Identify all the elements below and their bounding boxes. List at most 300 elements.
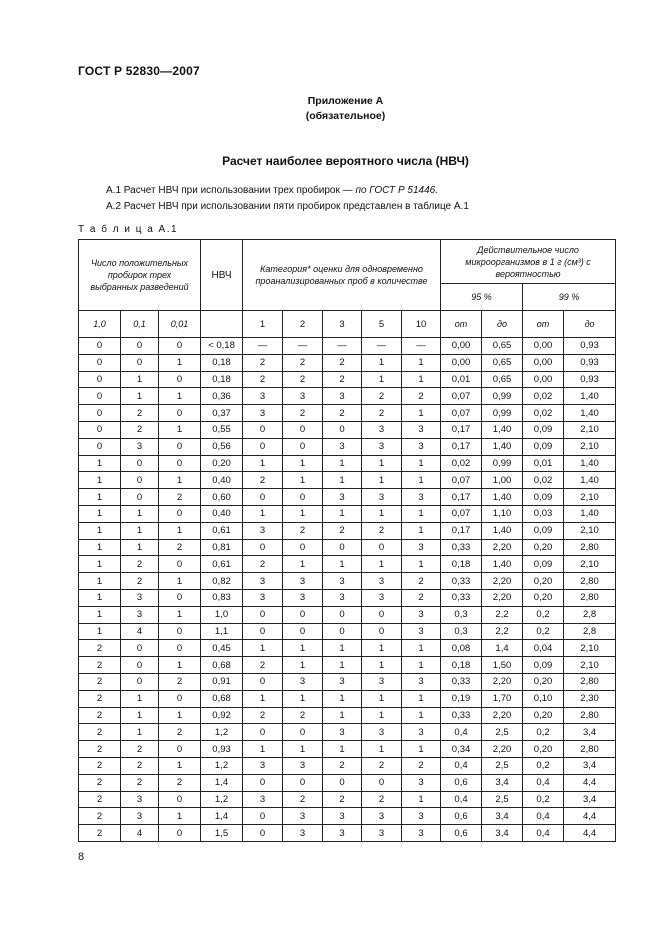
table-cell: 3 bbox=[121, 589, 159, 606]
table-row bbox=[79, 455, 616, 472]
table-cell: 0 bbox=[283, 623, 323, 640]
table-cell: 0,17 bbox=[441, 438, 482, 455]
table-row bbox=[79, 791, 616, 808]
table-cell: 2 bbox=[402, 573, 441, 590]
table-row bbox=[79, 338, 616, 355]
table-cell: 2 bbox=[283, 371, 323, 388]
table-cell: 2 bbox=[402, 589, 441, 606]
table-cell: 0 bbox=[79, 405, 121, 422]
table-cell: 3 bbox=[323, 573, 362, 590]
table-cell: 0,09 bbox=[523, 489, 564, 506]
table-cell: 2,80 bbox=[564, 573, 616, 590]
table-cell: 0 bbox=[159, 455, 201, 472]
table-cell: 3 bbox=[402, 774, 441, 791]
table-cell: 1,4 bbox=[201, 774, 243, 791]
table-cell: 1 bbox=[243, 690, 283, 707]
table-cell: 1 bbox=[79, 623, 121, 640]
paragraph-a2: А.2 Расчет НВЧ при использовании пяти пробирок представлен в таблице А.1 bbox=[106, 201, 469, 212]
table-cell: 0,99 bbox=[482, 388, 523, 405]
table-cell: 2 bbox=[323, 522, 362, 539]
table-cell: 1 bbox=[79, 606, 121, 623]
table-cell: 0 bbox=[323, 623, 362, 640]
table-cell: 1 bbox=[362, 640, 402, 657]
table-cell: 1,1 bbox=[201, 623, 243, 640]
table-cell: 0,4 bbox=[523, 808, 564, 825]
table-cell: 2,10 bbox=[564, 489, 616, 506]
table-cell: 1,40 bbox=[564, 472, 616, 489]
table-cell: 1,2 bbox=[201, 724, 243, 741]
table-cell: 1 bbox=[362, 707, 402, 724]
table-cell: — bbox=[283, 338, 323, 355]
table-cell: 0,02 bbox=[523, 472, 564, 489]
table-cell: 0,3 bbox=[441, 623, 482, 640]
table-cell: 1,40 bbox=[482, 489, 523, 506]
table-cell: 2 bbox=[79, 791, 121, 808]
table-cell: 2,20 bbox=[482, 741, 523, 758]
table-row bbox=[79, 438, 616, 455]
subheader-from-95: от bbox=[441, 311, 482, 338]
section-title: Расчет наиболее вероятного числа (НВЧ) bbox=[222, 154, 469, 168]
table-cell: 2 bbox=[121, 741, 159, 758]
table-cell: 1 bbox=[402, 640, 441, 657]
table-cell: 1 bbox=[283, 741, 323, 758]
table-cell: 0 bbox=[283, 421, 323, 438]
table-cell: 0,33 bbox=[441, 573, 482, 590]
table-cell: 1 bbox=[362, 556, 402, 573]
table-row bbox=[79, 489, 616, 506]
table-cell: 2 bbox=[79, 673, 121, 690]
table-cell: 0 bbox=[121, 657, 159, 674]
table-cell: 1 bbox=[323, 640, 362, 657]
table-cell: 2 bbox=[79, 808, 121, 825]
subheader-to-95: до bbox=[482, 311, 523, 338]
table-cell: 0 bbox=[159, 589, 201, 606]
table-cell: 0,17 bbox=[441, 489, 482, 506]
table-cell: 3,4 bbox=[482, 774, 523, 791]
table-cell: 1 bbox=[402, 371, 441, 388]
table-cell: 4,4 bbox=[564, 808, 616, 825]
table-cell: 0,20 bbox=[523, 741, 564, 758]
table-cell: 1 bbox=[159, 522, 201, 539]
table-cell: 0,83 bbox=[201, 589, 243, 606]
table-cell: 3 bbox=[402, 724, 441, 741]
table-cell: 3 bbox=[362, 724, 402, 741]
table-cell: 1,4 bbox=[201, 808, 243, 825]
table-cell: 0,4 bbox=[441, 724, 482, 741]
table-cell: 0 bbox=[323, 606, 362, 623]
table-cell: 3 bbox=[362, 421, 402, 438]
table-cell: 2 bbox=[283, 707, 323, 724]
table-cell: 0 bbox=[79, 438, 121, 455]
table-cell: 2,30 bbox=[564, 690, 616, 707]
table-cell: 2 bbox=[323, 405, 362, 422]
table-cell: 0,07 bbox=[441, 405, 482, 422]
header-category: Категория* оценки для одновременно проанализированных проб в количестве bbox=[243, 240, 441, 311]
table-cell: 0 bbox=[121, 354, 159, 371]
table-cell: 3 bbox=[362, 489, 402, 506]
table-cell: 0,2 bbox=[523, 724, 564, 741]
table-cell: 1 bbox=[283, 640, 323, 657]
table-cell: 0 bbox=[79, 338, 121, 355]
table-cell: 2 bbox=[159, 774, 201, 791]
subheader-category-3: 3 bbox=[323, 311, 362, 338]
table-row bbox=[79, 405, 616, 422]
table-cell: 0 bbox=[243, 623, 283, 640]
table-cell: 1 bbox=[79, 455, 121, 472]
table-cell: 3 bbox=[362, 573, 402, 590]
table-cell: 0,00 bbox=[523, 371, 564, 388]
table-cell: 2 bbox=[79, 657, 121, 674]
table-cell: 0,04 bbox=[523, 640, 564, 657]
table-cell: 3 bbox=[323, 673, 362, 690]
standard-reference: по ГОСТ Р 51446. bbox=[355, 185, 438, 196]
table-cell: 1 bbox=[243, 640, 283, 657]
table-cell: 3,4 bbox=[564, 791, 616, 808]
table-cell: 0 bbox=[283, 606, 323, 623]
table-cell: 2,8 bbox=[564, 606, 616, 623]
table-cell: 3 bbox=[402, 623, 441, 640]
table-cell: 2,80 bbox=[564, 673, 616, 690]
table-cell: — bbox=[362, 338, 402, 355]
table-cell: 0,10 bbox=[523, 690, 564, 707]
table-cell: 0,20 bbox=[523, 539, 564, 556]
table-cell: 1,40 bbox=[482, 556, 523, 573]
table-cell: 3 bbox=[323, 388, 362, 405]
table-cell: 0,2 bbox=[523, 606, 564, 623]
table-cell: 1 bbox=[159, 421, 201, 438]
table-cell: 3 bbox=[402, 606, 441, 623]
table-cell: 1 bbox=[402, 405, 441, 422]
table-cell: 1,50 bbox=[482, 657, 523, 674]
table-cell: 0,93 bbox=[564, 371, 616, 388]
subheader-dilution-001: 0,01 bbox=[159, 311, 201, 338]
table-cell: 4 bbox=[121, 623, 159, 640]
table-cell: 3 bbox=[402, 808, 441, 825]
table-cell: 1,40 bbox=[482, 438, 523, 455]
table-cell: 1,00 bbox=[482, 472, 523, 489]
table-cell: 1 bbox=[323, 455, 362, 472]
table-cell: 0 bbox=[79, 388, 121, 405]
subheader-dilution-1: 1,0 bbox=[79, 311, 121, 338]
table-cell: 1,4 bbox=[482, 640, 523, 657]
table-row bbox=[79, 472, 616, 489]
table-row bbox=[79, 707, 616, 724]
table-cell: 2 bbox=[121, 421, 159, 438]
table-cell: 0,65 bbox=[482, 338, 523, 355]
table-cell: 0,00 bbox=[441, 338, 482, 355]
table-cell: 1,40 bbox=[564, 388, 616, 405]
table-cell: 0,2 bbox=[523, 757, 564, 774]
table-cell: 2,20 bbox=[482, 589, 523, 606]
table-cell: 0,99 bbox=[482, 405, 523, 422]
table-cell: 0,65 bbox=[482, 354, 523, 371]
table-cell: 0,33 bbox=[441, 673, 482, 690]
table-cell: 1 bbox=[323, 556, 362, 573]
table-row bbox=[79, 741, 616, 758]
table-cell: 0,6 bbox=[441, 825, 482, 842]
table-cell: 0,37 bbox=[201, 405, 243, 422]
table-row bbox=[79, 388, 616, 405]
table-cell: 0,18 bbox=[441, 556, 482, 573]
table-cell: 2 bbox=[79, 640, 121, 657]
table-cell: 2,10 bbox=[564, 421, 616, 438]
table-cell: 4,4 bbox=[564, 774, 616, 791]
table-cell: 2 bbox=[121, 405, 159, 422]
table-cell: 0 bbox=[283, 539, 323, 556]
table-cell: 1 bbox=[159, 354, 201, 371]
table-cell: 0 bbox=[243, 606, 283, 623]
table-cell: 2 bbox=[79, 757, 121, 774]
table-cell: 1 bbox=[402, 522, 441, 539]
table-cell: 1 bbox=[283, 455, 323, 472]
table-cell: 0,65 bbox=[482, 371, 523, 388]
table-cell: 0 bbox=[283, 724, 323, 741]
table-cell: 1 bbox=[159, 573, 201, 590]
table-cell: 0 bbox=[159, 338, 201, 355]
table-cell: 2 bbox=[243, 354, 283, 371]
table-cell: 0,60 bbox=[201, 489, 243, 506]
table-cell: 0 bbox=[243, 724, 283, 741]
table-cell: 1 bbox=[323, 707, 362, 724]
table-cell: 2,2 bbox=[482, 606, 523, 623]
table-cell: 3 bbox=[402, 438, 441, 455]
table-cell: 1 bbox=[121, 505, 159, 522]
table-row bbox=[79, 623, 616, 640]
table-cell: 0 bbox=[159, 741, 201, 758]
table-cell: 2,20 bbox=[482, 573, 523, 590]
table-cell: 1 bbox=[362, 354, 402, 371]
table-row bbox=[79, 371, 616, 388]
table-cell: 0,93 bbox=[564, 338, 616, 355]
table-cell: 3 bbox=[402, 539, 441, 556]
table-cell: 0 bbox=[243, 808, 283, 825]
table-cell: — bbox=[323, 338, 362, 355]
subheader-from-99: от bbox=[523, 311, 564, 338]
table-cell: 2 bbox=[121, 757, 159, 774]
table-cell: 0,99 bbox=[482, 455, 523, 472]
annex-title: Приложение А bbox=[307, 95, 384, 107]
table-cell: 1 bbox=[362, 741, 402, 758]
table-cell: 3 bbox=[323, 808, 362, 825]
table-row bbox=[79, 690, 616, 707]
table-cell: 2 bbox=[121, 573, 159, 590]
table-row bbox=[79, 774, 616, 791]
subheader-to-99: до bbox=[564, 311, 616, 338]
header-actual-number: Действительное число микроорганизмов в 1 г (см³) с вероятностью bbox=[441, 240, 616, 284]
table-cell: 0,17 bbox=[441, 522, 482, 539]
table-cell: 1 bbox=[121, 690, 159, 707]
table-cell: 0 bbox=[121, 472, 159, 489]
table-cell: 1 bbox=[402, 472, 441, 489]
table-cell: 2 bbox=[323, 371, 362, 388]
table-cell: 1 bbox=[79, 505, 121, 522]
table-cell: 3 bbox=[283, 825, 323, 842]
table-cell: 1 bbox=[362, 472, 402, 489]
table-row bbox=[79, 757, 616, 774]
table-cell: — bbox=[402, 338, 441, 355]
table-row bbox=[79, 640, 616, 657]
table-cell: 0,4 bbox=[441, 757, 482, 774]
table-cell: 0,40 bbox=[201, 505, 243, 522]
table-cell: < 0,18 bbox=[201, 338, 243, 355]
table-cell: 2,80 bbox=[564, 707, 616, 724]
table-cell: 1 bbox=[121, 522, 159, 539]
table-cell: 1,10 bbox=[482, 505, 523, 522]
table-cell: 3 bbox=[283, 388, 323, 405]
subheader-category-2: 2 bbox=[283, 311, 323, 338]
subheader-dilution-01: 0,1 bbox=[121, 311, 159, 338]
table-cell: 0 bbox=[283, 438, 323, 455]
table-cell: 0,33 bbox=[441, 589, 482, 606]
table-cell: 2 bbox=[243, 371, 283, 388]
table-cell: 2,2 bbox=[482, 623, 523, 640]
table-cell: 2 bbox=[362, 791, 402, 808]
table-cell: 3 bbox=[323, 589, 362, 606]
table-cell: 0,07 bbox=[441, 505, 482, 522]
table-cell: 1 bbox=[159, 707, 201, 724]
table-cell: 0 bbox=[159, 623, 201, 640]
table-cell: 0 bbox=[323, 774, 362, 791]
table-cell: 0,07 bbox=[441, 472, 482, 489]
table-cell: 0 bbox=[283, 489, 323, 506]
table-cell: 2 bbox=[323, 791, 362, 808]
table-cell: 2,80 bbox=[564, 539, 616, 556]
table-cell: 0,61 bbox=[201, 556, 243, 573]
table-cell: 0,4 bbox=[441, 791, 482, 808]
table-row bbox=[79, 573, 616, 590]
table-cell: 0 bbox=[159, 438, 201, 455]
table-cell: 0 bbox=[362, 774, 402, 791]
table-cell: 0,18 bbox=[201, 371, 243, 388]
table-cell: 2 bbox=[79, 707, 121, 724]
table-cell: 2 bbox=[283, 354, 323, 371]
table-cell: 0 bbox=[121, 489, 159, 506]
table-cell: 2,5 bbox=[482, 757, 523, 774]
table-cell: 0,2 bbox=[523, 623, 564, 640]
table-cell: 2 bbox=[402, 757, 441, 774]
table-cell: 1 bbox=[159, 657, 201, 674]
table-cell: 0 bbox=[79, 421, 121, 438]
table-cell: 0,09 bbox=[523, 421, 564, 438]
table-cell: 1 bbox=[283, 690, 323, 707]
table-cell: 1,70 bbox=[482, 690, 523, 707]
table-cell: 2 bbox=[121, 774, 159, 791]
table-cell: 3 bbox=[402, 825, 441, 842]
table-cell: 0,82 bbox=[201, 573, 243, 590]
table-row bbox=[79, 421, 616, 438]
header-positive-tubes: Число положительных пробирок трех выбранных разведений bbox=[79, 240, 201, 311]
table-cell: 0 bbox=[121, 338, 159, 355]
table-cell: 2 bbox=[121, 556, 159, 573]
subheader-category-5: 5 bbox=[362, 311, 402, 338]
table-cell: 1,2 bbox=[201, 791, 243, 808]
table-cell: 0,93 bbox=[564, 354, 616, 371]
table-cell: 1 bbox=[159, 808, 201, 825]
table-cell: 0,08 bbox=[441, 640, 482, 657]
table-cell: 1 bbox=[362, 505, 402, 522]
subheader-category-10: 10 bbox=[402, 311, 441, 338]
table-cell: 2 bbox=[323, 757, 362, 774]
table-cell: 0 bbox=[243, 489, 283, 506]
table-cell: 0,20 bbox=[201, 455, 243, 472]
table-cell: 1 bbox=[323, 505, 362, 522]
table-cell: 0,91 bbox=[201, 673, 243, 690]
table-cell: 1 bbox=[159, 757, 201, 774]
table-cell: 2,10 bbox=[564, 556, 616, 573]
table-cell: 1 bbox=[362, 690, 402, 707]
table-cell: 2 bbox=[283, 405, 323, 422]
table-cell: 1,40 bbox=[564, 455, 616, 472]
table-cell: 0,56 bbox=[201, 438, 243, 455]
table-row bbox=[79, 556, 616, 573]
table-cell: 2 bbox=[243, 657, 283, 674]
table-cell: 0,09 bbox=[523, 522, 564, 539]
table-row bbox=[79, 522, 616, 539]
table-cell: 2,10 bbox=[564, 640, 616, 657]
table-cell: 0,18 bbox=[441, 657, 482, 674]
table-cell: 0,19 bbox=[441, 690, 482, 707]
table-cell: 0 bbox=[362, 606, 402, 623]
table-cell: 3 bbox=[323, 438, 362, 455]
table-cell: 0 bbox=[243, 539, 283, 556]
table-cell: 3 bbox=[243, 522, 283, 539]
table-cell: 0 bbox=[121, 640, 159, 657]
table-cell: 2 bbox=[79, 774, 121, 791]
table-cell: 2 bbox=[159, 539, 201, 556]
table-cell: 2,8 bbox=[564, 623, 616, 640]
table-cell: 1,40 bbox=[482, 421, 523, 438]
table-cell: 0,61 bbox=[201, 522, 243, 539]
table-cell: 3 bbox=[402, 489, 441, 506]
table-cell: 0 bbox=[243, 673, 283, 690]
table-cell: 0 bbox=[159, 505, 201, 522]
table-cell: 0 bbox=[323, 539, 362, 556]
table-row bbox=[79, 354, 616, 371]
table-cell: 0 bbox=[323, 421, 362, 438]
table-cell: 3 bbox=[283, 673, 323, 690]
table-cell: 2 bbox=[362, 388, 402, 405]
annex-subtitle: (обязательное) bbox=[305, 110, 386, 122]
table-cell: 4,4 bbox=[564, 825, 616, 842]
table-cell: 0,20 bbox=[523, 589, 564, 606]
table-cell: 0,33 bbox=[441, 539, 482, 556]
table-cell: 3 bbox=[323, 825, 362, 842]
table-cell: 1 bbox=[79, 539, 121, 556]
table-cell: 2 bbox=[283, 522, 323, 539]
table-cell: 1 bbox=[79, 556, 121, 573]
table-cell: 3 bbox=[121, 808, 159, 825]
table-cell: 1 bbox=[79, 489, 121, 506]
table-cell: 2 bbox=[362, 757, 402, 774]
table-row bbox=[79, 657, 616, 674]
table-cell: 0 bbox=[159, 640, 201, 657]
table-cell: 0,01 bbox=[441, 371, 482, 388]
table-cell: 3 bbox=[323, 724, 362, 741]
table-cell: 2 bbox=[159, 673, 201, 690]
header-mpn: НВЧ bbox=[201, 240, 243, 311]
table-cell: 0 bbox=[243, 774, 283, 791]
table-cell: 0,45 bbox=[201, 640, 243, 657]
table-cell: 1 bbox=[283, 657, 323, 674]
table-cell: 3 bbox=[362, 673, 402, 690]
table-cell: 3 bbox=[362, 438, 402, 455]
table-cell: 2 bbox=[79, 741, 121, 758]
table-cell: 2,20 bbox=[482, 673, 523, 690]
table-cell: 1 bbox=[79, 589, 121, 606]
table-cell: 1 bbox=[402, 741, 441, 758]
table-row bbox=[79, 808, 616, 825]
table-cell: 0 bbox=[79, 354, 121, 371]
